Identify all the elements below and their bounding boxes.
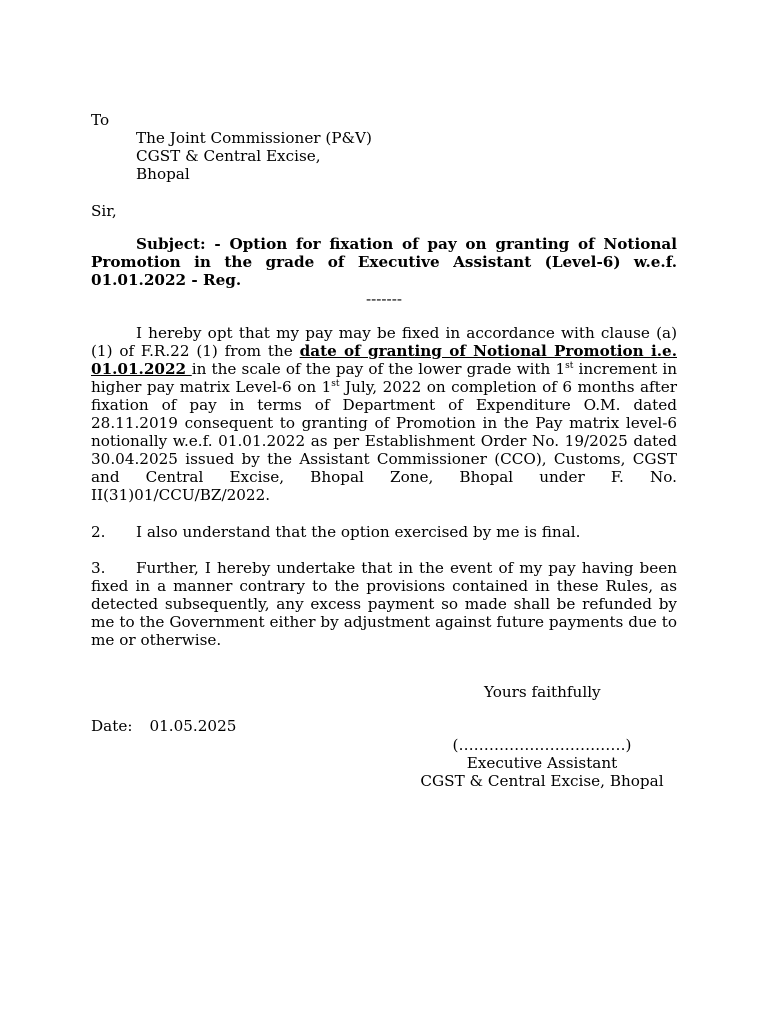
salutation: Sir, xyxy=(91,202,117,220)
date-line xyxy=(91,717,236,735)
to-label: To xyxy=(91,111,110,129)
para2-text: I also understand that the option exercised by me is final. xyxy=(136,523,581,541)
para1-part4: July, 2022 on completion of 6 months after fixation of pay in terms of Department of Expenditure O.M. dated 28.11.2019 consequent to granting of Promotion in the Pay matrix level-6 notionally w.e.f. 01.01.2022 as per Establishment Order No. 19/2025 dated 30.04.2025 issued by the Assistant Commissioner (CCO), Customs, CGST and Central Excise, Bhopal Zone, Bhopal under F. No. II(31)01/CCU/BZ/2022. xyxy=(91,378,677,504)
separator: ------- xyxy=(366,290,402,308)
date-value: 01.05.2025 xyxy=(149,717,237,735)
subject-text: Option for fixation of pay on granting of Notional Promotion in the grade of Executive Assistant (Level-6) w.e.f. 01.01.2022 - Reg. xyxy=(91,235,678,289)
subject-line xyxy=(91,235,677,289)
addressee-line-1: The Joint Commissioner (P&V) xyxy=(136,129,372,147)
date-label: Date: xyxy=(91,717,133,735)
para1-part2: in the scale of the pay of the lower grade with 1 xyxy=(191,360,566,378)
para1-notional-date: date of granting of Notional Promotion i.e. 01.01.2022 xyxy=(91,342,677,378)
signature-designation: Executive Assistant xyxy=(466,754,618,772)
para1-sup1: st xyxy=(565,361,574,371)
paragraph-2 xyxy=(91,523,677,541)
addressee-line-3: Bhopal xyxy=(136,165,190,183)
paragraph-3 xyxy=(91,559,677,649)
para3-text: Further, I hereby undertake that in the event of my pay having been fixed in a manner contrary to the provisions contained in these Rules, as detected subsequently, any excess payment so made shall be refunded by me to the Government either by adjustment against future payments due to me or otherwise. xyxy=(91,559,677,649)
subject-label: Subject: - xyxy=(136,235,221,253)
para2-number: 2. xyxy=(91,523,106,541)
para1-part1: I hereby opt that my pay may be fixed in accordance with clause (a) (1) of F.R.22 (1) from the xyxy=(91,324,677,360)
signature-office: CGST & Central Excise, Bhopal xyxy=(420,772,664,790)
para3-number: 3. xyxy=(91,559,106,577)
closing: Yours faithfully xyxy=(484,683,601,701)
signature-placeholder: (……………………………) xyxy=(452,736,632,754)
para1-sup2: st xyxy=(331,379,340,389)
para1-part3: increment in higher pay matrix Level-6 on 1 xyxy=(91,360,677,396)
paragraph-1 xyxy=(91,324,677,504)
addressee-line-2: CGST & Central Excise, xyxy=(136,147,321,165)
